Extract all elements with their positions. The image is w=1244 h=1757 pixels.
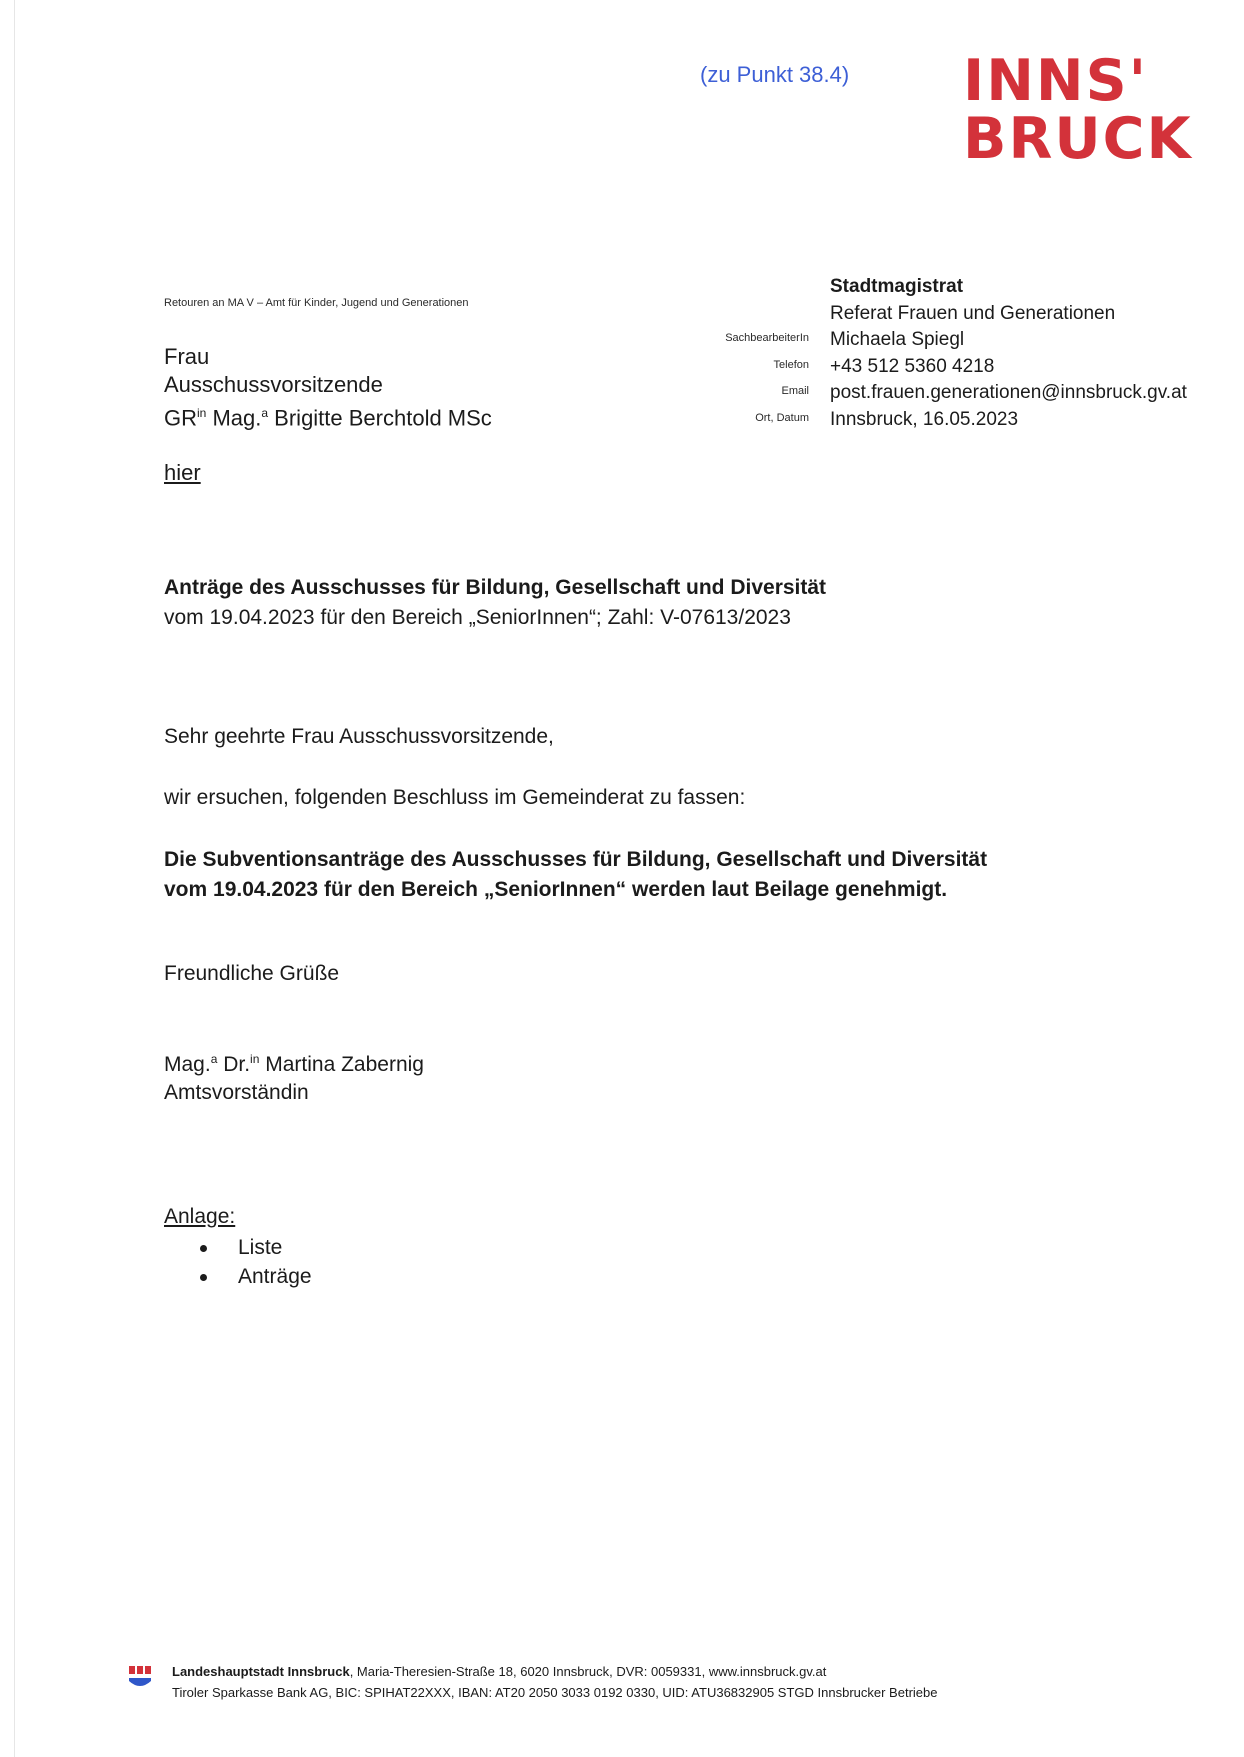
agenda-note: (zu Punkt 38.4) bbox=[700, 62, 850, 87]
sender-labels bbox=[725, 325, 809, 431]
salutation: Sehr geehrte Frau Ausschussvorsitzende, bbox=[164, 725, 554, 748]
list-item: Liste bbox=[200, 1233, 312, 1262]
recipient-block bbox=[164, 343, 492, 432]
return-address: Retouren an MA V – Amt für Kinder, Jugend und Generationen bbox=[164, 297, 469, 309]
signature-block bbox=[164, 1045, 424, 1107]
resolution-line-2: vom 19.04.2023 für den Bereich „SeniorInnen“ werden laut Beilage genehmigt. bbox=[164, 878, 948, 901]
logo-line-2: BRUCK bbox=[963, 106, 1193, 172]
sender-email: post.frauen.generationen@innsbruck.gv.at bbox=[830, 382, 1187, 403]
list-item: Anträge bbox=[200, 1262, 312, 1291]
label-clerk: SachbearbeiterIn bbox=[725, 332, 809, 344]
label-place-date: Ort, Datum bbox=[755, 411, 809, 424]
signer-name: Mag.$^a$ Dr.$^{in}$ Martina Zabernig bbox=[164, 1052, 424, 1076]
city-emblem-icon bbox=[128, 1664, 152, 1690]
sender-org: Stadtmagistrat bbox=[830, 276, 964, 297]
footer-line-1: Landeshauptstadt Innsbruck, Maria-Theresien-Straße 18, 6020 Innsbruck, DVR: 0059331, www.innsbruck.gv.at bbox=[172, 1664, 827, 1679]
attachments-label: Anlage: bbox=[164, 1205, 236, 1228]
subject-title: Anträge des Ausschusses für Bildung, Gesellschaft und Diversität bbox=[164, 576, 827, 599]
scan-margin-line bbox=[14, 0, 15, 1757]
subject-block bbox=[164, 573, 826, 633]
sender-place-date: Innsbruck, 16.05.2023 bbox=[830, 408, 1019, 430]
label-email: Email bbox=[781, 385, 809, 397]
recipient-salutation: Frau bbox=[164, 344, 210, 369]
sender-department: Referat Frauen und Generationen bbox=[830, 302, 1116, 324]
label-phone: Telefon bbox=[773, 358, 809, 371]
sender-phone: +43 512 5360 4218 bbox=[830, 355, 995, 377]
footer-line-2: Tiroler Sparkasse Bank AG, BIC: SPIHAT22XXX, IBAN: AT20 2050 3033 0192 0330, UID: ATU36832905 STGD Innsbrucker Betriebe bbox=[172, 1685, 938, 1700]
bullet-icon bbox=[200, 1245, 207, 1252]
request-text: wir ersuchen, folgenden Beschluss im Gemeinderat zu fassen: bbox=[164, 786, 746, 809]
attachments-list bbox=[200, 1233, 312, 1291]
resolution-text bbox=[164, 845, 1124, 905]
subject-reference: vom 19.04.2023 für den Bereich „SeniorInnen“; Zahl: V-07613/2023 bbox=[164, 606, 791, 629]
innsbruck-logo bbox=[963, 48, 1203, 172]
closing-greeting: Freundliche Grüße bbox=[164, 962, 340, 985]
recipient-location: hier bbox=[164, 460, 201, 485]
footer bbox=[172, 1661, 937, 1703]
sender-block bbox=[830, 274, 1187, 433]
bullet-icon bbox=[200, 1274, 207, 1281]
recipient-name: $GR^{in}$ Mag.$^a$ Brigitte Berchtold MSc bbox=[164, 405, 492, 431]
signer-role: Amtsvorständin bbox=[164, 1081, 309, 1104]
recipient-title: Ausschussvorsitzende bbox=[164, 372, 383, 397]
sender-clerk: Michaela Spiegl bbox=[830, 329, 965, 350]
logo-line-1: INNS' bbox=[963, 48, 1149, 114]
resolution-line-1: Die Subventionsanträge des Ausschusses für Bildung, Gesellschaft und Diversität bbox=[164, 848, 988, 871]
